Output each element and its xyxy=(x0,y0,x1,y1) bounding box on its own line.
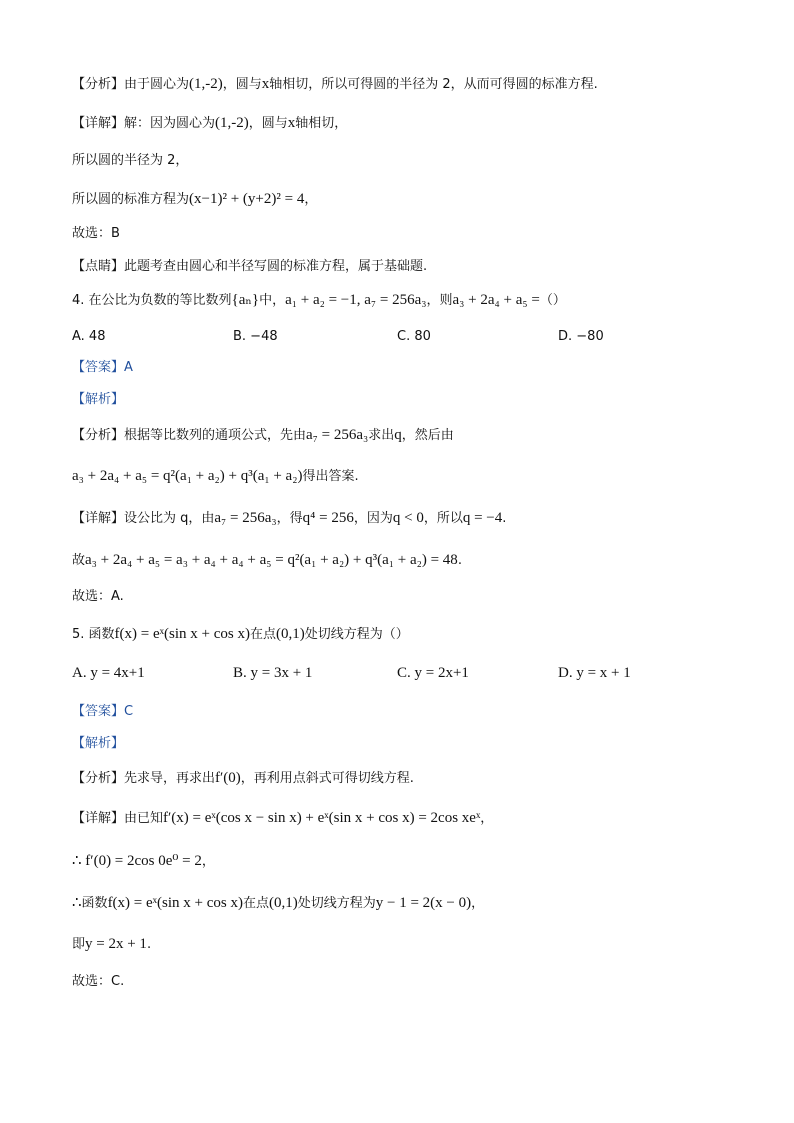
text-span: 在点 xyxy=(249,627,276,642)
text-span: 【详解】由已知 xyxy=(72,811,164,826)
text-line xyxy=(72,74,598,95)
text-span: ， xyxy=(201,854,215,869)
answer-option: B. −48 xyxy=(233,329,278,344)
text-span: . xyxy=(502,511,507,526)
math-expression: ∴ xyxy=(72,895,82,911)
text-span: ，圆与 xyxy=(222,77,262,92)
text-line xyxy=(72,734,124,754)
text-span: 故选：C. xyxy=(72,974,125,989)
text-span: ，则 xyxy=(426,293,453,308)
text-span: ， xyxy=(304,192,318,207)
math-expression: f(x) = eˣ(sin x + cos x) xyxy=(114,626,250,642)
text-span: 处切线方程为（） xyxy=(304,627,409,642)
text-span: 故选：A. xyxy=(72,589,124,604)
math-expression: q xyxy=(394,427,402,443)
text-span: 即 xyxy=(72,937,86,952)
text-span: 【解析】 xyxy=(72,392,125,407)
text-span: 中， xyxy=(259,293,286,308)
text-span: （） xyxy=(539,293,566,308)
text-span: 【详解】解：因为圆心为 xyxy=(72,116,216,131)
text-line xyxy=(72,550,462,571)
text-line xyxy=(72,390,124,410)
text-line xyxy=(72,808,493,829)
math-expression: a₃ + 2a₄ + a₅ = a₃ + a₄ + a₄ + a₅ = q²(a₁ + a₂) + q³(a₁ + a₂) = 48 xyxy=(85,552,458,568)
text-span: 5. 函数 xyxy=(72,627,115,642)
text-span: 【分析】由于圆心为 xyxy=(72,77,190,92)
text-span: 【答案】A xyxy=(72,360,133,375)
text-span: 函数 xyxy=(81,896,108,911)
text-span: 4. 在公比为负数的等比数列 xyxy=(72,293,232,308)
math-expression: q = −4 xyxy=(462,510,503,526)
text-span: 故 xyxy=(72,553,86,568)
text-span: ，所以 xyxy=(423,511,463,526)
text-span: ， xyxy=(480,811,494,826)
text-line xyxy=(72,224,120,244)
text-line xyxy=(72,624,409,645)
answer-option: C. y = 2x+1 xyxy=(397,665,469,681)
text-span: ， xyxy=(471,896,485,911)
text-line xyxy=(72,290,566,311)
math-expression: (1,-2) xyxy=(215,115,249,131)
math-expression: {aₙ} xyxy=(231,292,260,308)
text-span: 所以圆的标准方程为 xyxy=(72,192,190,207)
text-span: . xyxy=(146,937,152,952)
math-expression: x xyxy=(287,115,296,131)
text-span: 【解析】 xyxy=(72,736,125,751)
text-span: 所以圆的半径为 2， xyxy=(72,153,189,168)
math-expression: f′(x) = eˣ(cos x − sin x) + eˣ(sin x + cos x) = 2cos xeˣ xyxy=(163,810,481,826)
text-span: 得出答案. xyxy=(302,469,359,484)
text-line xyxy=(72,358,133,378)
text-span: 轴相切， xyxy=(295,116,348,131)
text-line xyxy=(72,466,359,487)
text-line xyxy=(72,425,454,446)
text-span: ，得 xyxy=(276,511,303,526)
math-expression: (0,1) xyxy=(275,626,305,642)
math-expression: q⁴ = 256 xyxy=(302,510,354,526)
text-line xyxy=(72,113,347,134)
text-line xyxy=(72,257,427,277)
text-line xyxy=(72,508,506,529)
text-span: 【答案】C xyxy=(72,704,134,719)
text-span: . xyxy=(457,553,462,568)
text-span: 【分析】先求导，再求出 xyxy=(72,771,216,786)
math-expression: a₇ = 256a₃ xyxy=(214,510,277,526)
text-line xyxy=(72,151,188,171)
answer-option: C. 80 xyxy=(397,329,431,344)
math-expression: y − 1 = 2(x − 0) xyxy=(375,895,472,911)
text-span: 故选：B xyxy=(72,226,120,241)
text-span: ，再利用点斜式可得切线方程. xyxy=(240,771,414,786)
math-expression: (1,-2) xyxy=(189,76,223,92)
answer-option: B. y = 3x + 1 xyxy=(233,665,313,681)
math-expression: f(x) = eˣ(sin x + cos x) xyxy=(107,895,243,911)
text-line xyxy=(72,189,317,210)
math-expression: (0,1) xyxy=(268,895,298,911)
text-span: 【详解】设公比为 q，由 xyxy=(72,511,215,526)
text-span: 在点 xyxy=(242,896,269,911)
text-line xyxy=(72,851,215,872)
text-line xyxy=(72,768,414,789)
text-line xyxy=(72,934,151,955)
text-span: ，因为 xyxy=(353,511,393,526)
answer-option: D. y = x + 1 xyxy=(558,665,631,681)
math-expression: a₁ + a₂ = −1, a₇ = 256a₃ xyxy=(285,292,427,308)
math-expression: a₃ + 2a₄ + a₅ = xyxy=(452,292,540,308)
answer-option: A. 48 xyxy=(72,329,106,344)
text-line xyxy=(72,587,124,607)
text-span: ，然后由 xyxy=(401,428,454,443)
text-span: 【分析】根据等比数列的通项公式，先由 xyxy=(72,428,307,443)
math-expression: ∴ f′(0) = 2cos 0e⁰ = 2 xyxy=(72,853,202,869)
math-expression: q < 0 xyxy=(392,510,424,526)
math-expression: a₇ = 256a₃ xyxy=(306,427,369,443)
text-span: 【点睛】此题考查由圆心和半径写圆的标准方程，属于基础题. xyxy=(72,259,428,274)
text-line xyxy=(72,702,133,722)
math-expression: x xyxy=(261,76,270,92)
text-line xyxy=(72,893,484,914)
math-expression: f′(0) xyxy=(215,770,241,786)
answer-option: D. −80 xyxy=(558,329,604,344)
text-span: 处切线方程为 xyxy=(297,896,376,911)
text-span: 轴相切，所以可得圆的半径为 2，从而可得圆的标准方程. xyxy=(269,77,598,92)
math-expression: a₃ + 2a₄ + a₅ = q²(a₁ + a₂) + q³(a₁ + a₂) xyxy=(72,468,303,484)
text-span: ，圆与 xyxy=(248,116,288,131)
answer-option: A. y = 4x+1 xyxy=(72,665,145,681)
math-expression: y = 2x + 1 xyxy=(85,936,147,952)
math-expression: (x−1)² + (y+2)² = 4 xyxy=(189,191,305,207)
text-span: 求出 xyxy=(368,428,395,443)
text-line xyxy=(72,972,124,992)
